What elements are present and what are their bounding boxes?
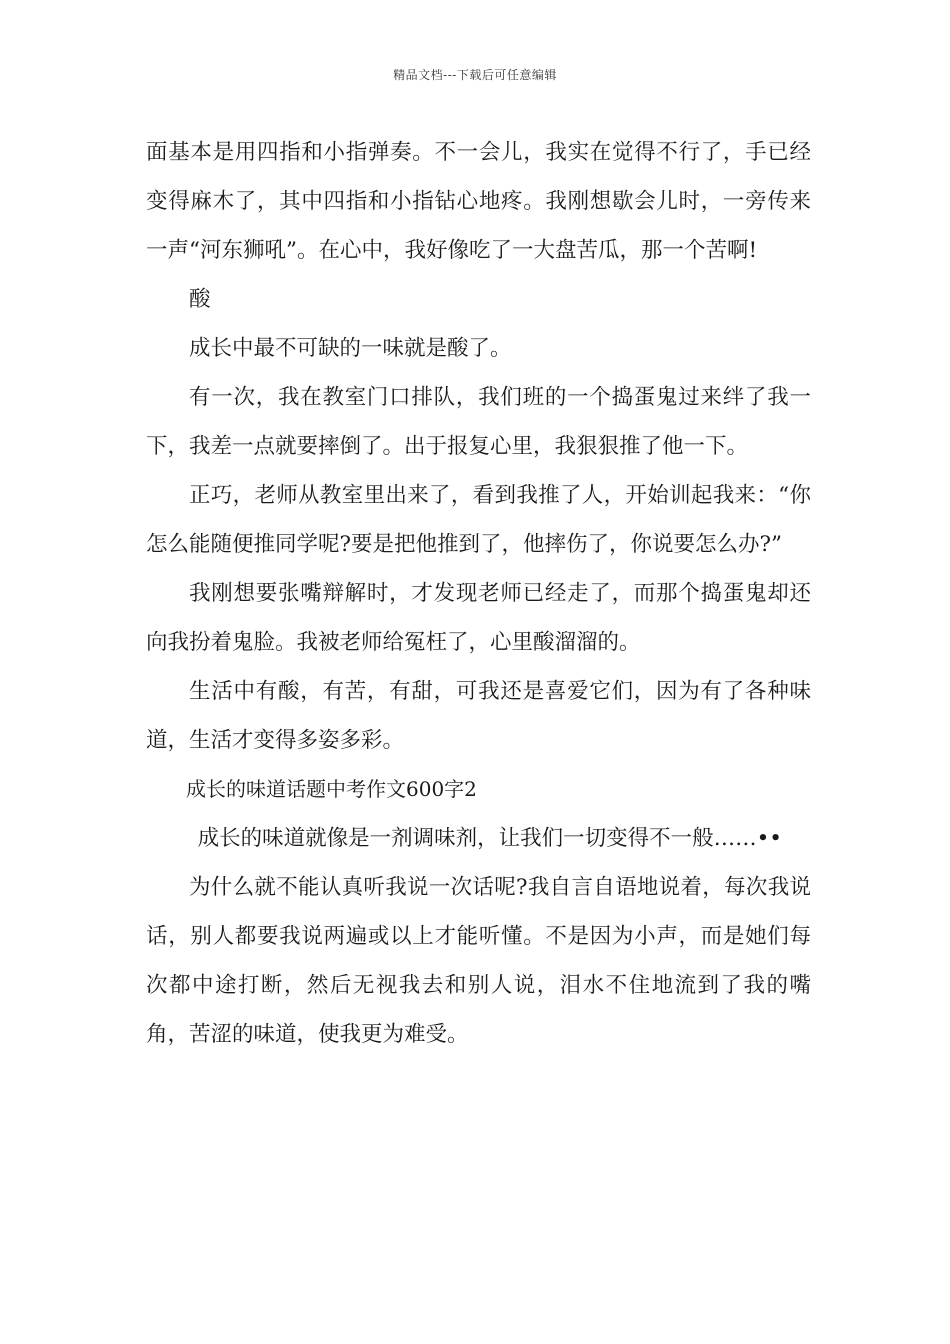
paragraph-life-flavors: 生活中有酸，有苦，有甜，可我还是喜爱它们，因为有了各种味道，生活才变得多姿多彩。 [146,679,811,753]
essay-title-2: 成长的味道话题中考作文600字2 [186,777,477,801]
paragraph-not-listened: 为什么就不能认真听我说一次话呢?我自言自语地说着，每次我说话，别人都要我说两遍或以上才能听懂。不是因为小声，而是她们每次都中途打断，然后无视我去和别人说，泪水不住地流到了我的嘴角，苦涩的味道，使我更为难受。 [146,875,811,1047]
paragraph-wronged: 我刚想要张嘴辩解时，才发现老师已经走了，而那个捣蛋鬼却还向我扮着鬼脸。我被老师给冤枉了，心里酸溜溜的。 [146,581,811,655]
page-header: 精品文档---下载后可任意编辑 [393,68,557,82]
section-heading-sour: 酸 [189,287,211,312]
paragraph-seasoning: 成长的味道就像是一剂调味剂，让我们一切变得不一般……•• [197,826,782,851]
paragraph-teacher-scold: 正巧，老师从教室里出来了，看到我推了人，开始训起我来：“你怎么能随便推同学呢?要是把他推到了，他摔伤了，你说要怎么办?” [146,483,811,557]
paragraph-sour-intro: 成长中最不可缺的一味就是酸了。 [189,336,512,361]
paragraph-bitter-end: 面基本是用四指和小指弹奏。不一会儿，我实在觉得不行了，手已经变得麻木了，其中四指和小指钻心地疼。我刚想歇会儿时，一旁传来一声“河东狮吼”。在心中，我好像吃了一大盘苦瓜，那一个苦啊! [146,140,811,263]
document-body [146,128,811,1059]
paragraph-queue-story: 有一次，我在教室门口排队，我们班的一个捣蛋鬼过来绊了我一下，我差一点就要摔倒了。出于报复心里，我狠狠推了他一下。 [146,385,811,459]
